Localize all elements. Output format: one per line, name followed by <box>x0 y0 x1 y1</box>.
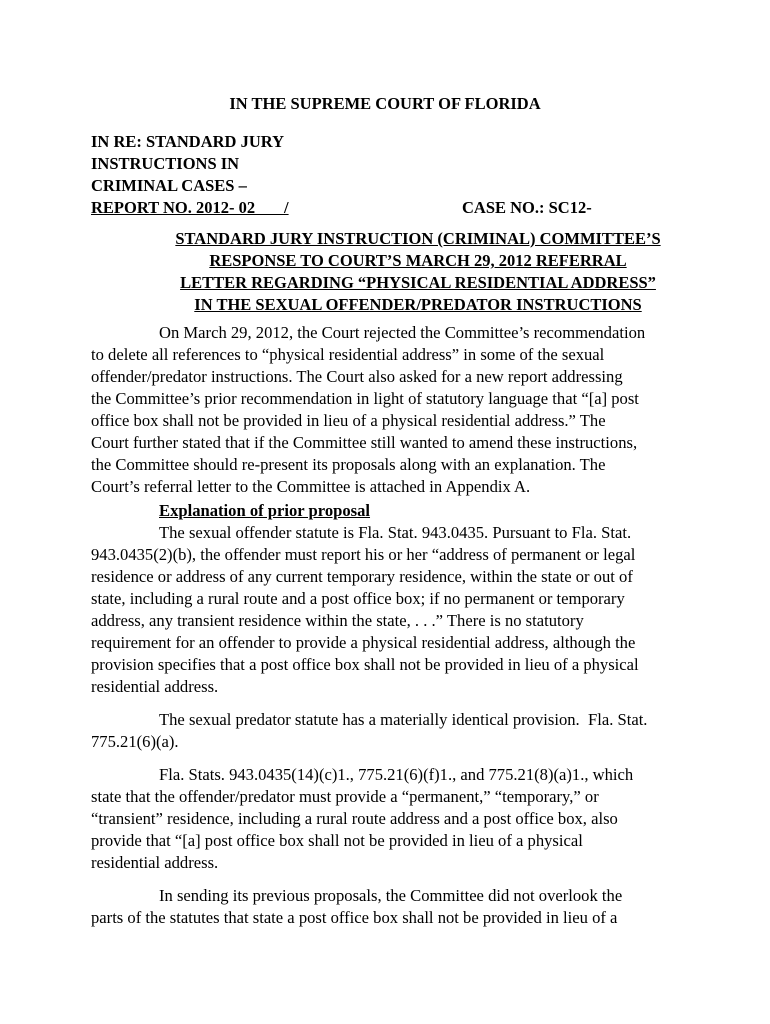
text-line: Fla. Stats. 943.0435(14)(c)1., 775.21(6)(f)1., and 775.21(8)(a)1., which <box>159 765 634 784</box>
text-line: provide that “[a] post office box shall not be provided in lieu of a physical <box>91 831 583 850</box>
paragraph-intro <box>91 322 691 498</box>
text-line: residence or address of any current temporary residence, within the state or out of <box>91 567 633 586</box>
text-line: “transient” residence, including a rural route address and a post office box, also <box>91 809 618 828</box>
report-number: REPORT NO. 2012- 02 / <box>91 198 289 217</box>
text-line: The sexual predator statute has a materially identical provision. Fla. Stat. <box>159 710 648 729</box>
text-line: 775.21(6)(a). <box>91 732 179 751</box>
text-line: 943.0435(2)(b), the offender must report his or her “address of permanent or legal <box>91 545 636 564</box>
text-line: office box shall not be provided in lieu of a physical residential address.” The <box>91 411 606 430</box>
text-line: requirement for an offender to provide a physical residential address, although the <box>91 633 636 652</box>
text-line: the Committee’s prior recommendation in light of statutory language that “[a] post <box>91 389 639 408</box>
text-line: to delete all references to “physical residential address” in some of the sexual <box>91 345 605 364</box>
text-line: address, any transient residence within the state, . . .” There is no statutory <box>91 611 584 630</box>
case-number: CASE NO.: SC12- <box>462 198 592 217</box>
text-line: the Committee should re-present its proposals along with an explanation. The <box>91 455 606 474</box>
paragraph-predator-statute <box>91 709 691 753</box>
text-line: On March 29, 2012, the Court rejected the Committee’s recommendation <box>159 323 646 342</box>
text-line: state, including a rural route and a post office box; if no permanent or temporary <box>91 589 625 608</box>
text-line: offender/predator instructions. The Court also asked for a new report addressing <box>91 367 623 386</box>
text-line: residential address. <box>91 853 219 872</box>
text-line: In sending its previous proposals, the Committee did not overlook the <box>159 886 623 905</box>
text-line: residential address. <box>91 677 219 696</box>
text-line: provision specifies that a post office box shall not be provided in lieu of a physical <box>91 655 639 674</box>
heading-line: IN THE SEXUAL OFFENDER/PREDATOR INSTRUCTIONS <box>194 295 642 314</box>
section-heading: Explanation of prior proposal <box>159 501 371 520</box>
caption-line: INSTRUCTIONS IN <box>91 154 240 173</box>
response-heading <box>0 228 770 316</box>
text-line: Court further stated that if the Committee still wanted to amend these instructions, <box>91 433 638 452</box>
paragraph-statute <box>91 522 691 698</box>
caption-line: CRIMINAL CASES – <box>91 176 247 195</box>
case-caption <box>91 131 321 219</box>
document-body <box>91 322 691 929</box>
paragraph-statute-citations <box>91 764 691 874</box>
court-title: IN THE SUPREME COURT OF FLORIDA <box>229 94 541 113</box>
heading-line: LETTER REGARDING “PHYSICAL RESIDENTIAL ADDRESS” <box>180 273 656 292</box>
text-line: state that the offender/predator must provide a “permanent,” “temporary,” or <box>91 787 599 806</box>
paragraph-previous-proposals <box>91 885 691 929</box>
text-line: Court’s referral letter to the Committee is attached in Appendix A. <box>91 477 531 496</box>
caption-line: IN RE: STANDARD JURY <box>91 132 284 151</box>
text-line: The sexual offender statute is Fla. Stat. 943.0435. Pursuant to Fla. Stat. <box>159 523 632 542</box>
text-line: parts of the statutes that state a post office box shall not be provided in lieu of a <box>91 908 618 927</box>
heading-line: RESPONSE TO COURT’S MARCH 29, 2012 REFERRAL <box>209 251 627 270</box>
heading-line: STANDARD JURY INSTRUCTION (CRIMINAL) COMMITTEE’S <box>175 229 661 248</box>
